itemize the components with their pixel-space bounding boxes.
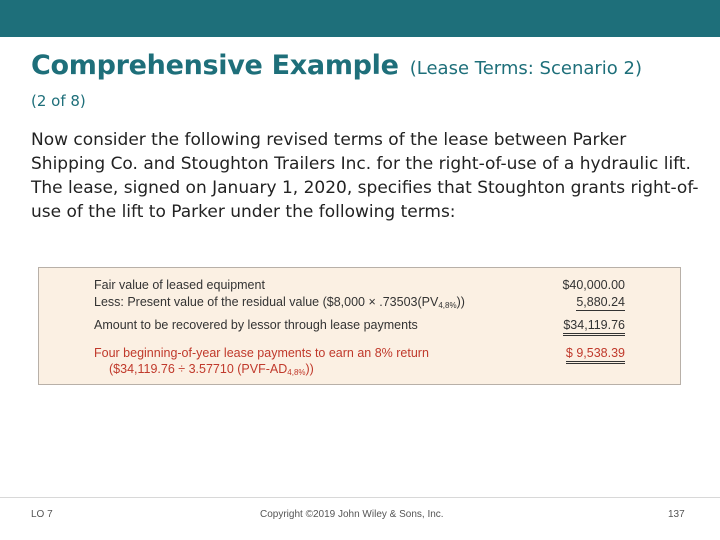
table-row <box>94 318 418 332</box>
row-label: Less: Present value of the residual value ($8,000 × .73503(PV <box>94 295 439 309</box>
part-indicator: (2 of 8) <box>31 92 86 110</box>
table-row <box>94 278 265 292</box>
footer-copyright: Copyright ©2019 John Wiley & Sons, Inc. <box>260 509 444 520</box>
table-row <box>109 362 314 377</box>
row-amount: $ 9,538.39 <box>566 346 625 360</box>
title-subtitle: (Lease Terms: Scenario 2) <box>409 58 643 79</box>
row-amount: $34,119.76 <box>563 318 625 332</box>
row-label-subscript: 4,8% <box>287 368 306 377</box>
header-bar <box>0 0 720 37</box>
row-label: Fair value of leased equipment <box>94 278 265 292</box>
row-label-end: )) <box>305 362 314 376</box>
row-label-subscript: 4,8% <box>438 301 457 310</box>
slide-title <box>31 50 642 81</box>
table-row <box>94 346 429 360</box>
footer-page-number: 137 <box>668 509 685 520</box>
row-label: Amount to be recovered by lessor through lease payments <box>94 318 418 332</box>
table-row <box>94 295 465 310</box>
lease-computation-table <box>38 267 681 385</box>
body-paragraph: Now consider the following revised terms of the lease between Parker Shipping Co. and Stoughton Trailers Inc. for the right-of-use of a hydraulic lift. The lease, signed on January 1, 2020, specifies that Stoughton grants right-of-use of the lift to Parker under the following terms: <box>31 130 699 222</box>
footer-divider <box>0 497 720 498</box>
row-amount: $40,000.00 <box>562 278 625 292</box>
row-label: ($34,119.76 ÷ 3.57710 (PVF-AD <box>109 362 288 376</box>
footer-learning-objective: LO 7 <box>31 509 53 520</box>
row-amount: 5,880.24 <box>576 295 625 309</box>
row-label: Four beginning-of-year lease payments to earn an 8% return <box>94 346 429 360</box>
title-main: Comprehensive Example <box>31 50 399 81</box>
row-label-end: )) <box>456 295 465 309</box>
